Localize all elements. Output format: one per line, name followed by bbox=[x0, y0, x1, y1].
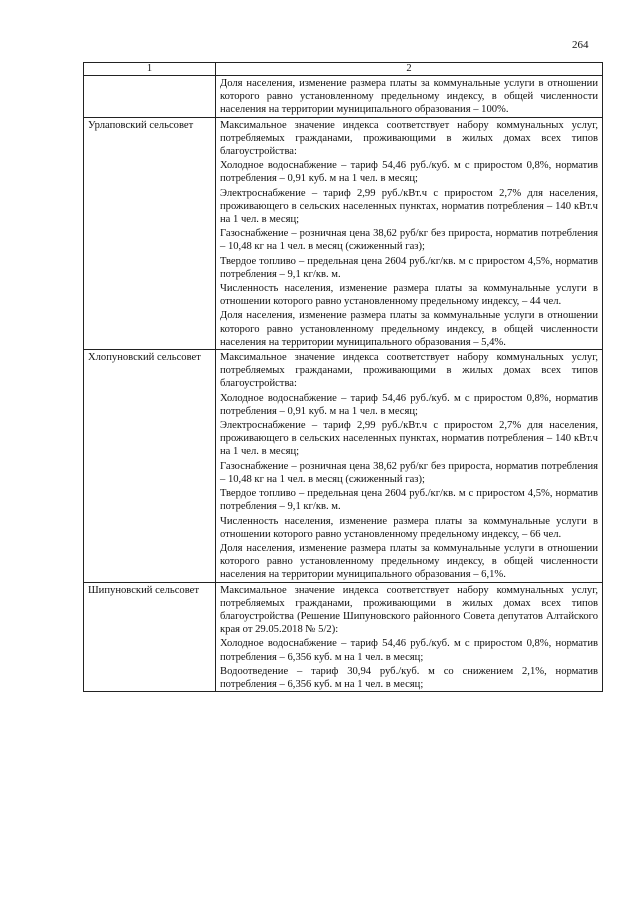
paragraph: Максимальное значение индекса соответствует набору коммунальных услуг, потребляемых гражданами, проживающими в жилых домах всех типов благоустройства: bbox=[220, 119, 598, 158]
paragraph: Максимальное значение индекса соответствует набору коммунальных услуг, потребляемых гражданами, проживающими в жилых домах всех типов благоустройства (Решение Шипуновского районного Совета депутатов Алтайского края от 29.05.2018 № 5/2): bbox=[220, 584, 598, 636]
paragraph: Холодное водоснабжение – тариф 54,46 руб./куб. м с приростом 0,8%, норматив потребления – 0,91 куб. м на 1 чел. в месяц; bbox=[220, 160, 598, 185]
municipality-name: Хлопуновский сельсовет bbox=[84, 350, 216, 582]
paragraph: Электроснабжение – тариф 2,99 руб./кВт.ч с приростом 2,7% для населения, проживающего в сельских населенных пунктах, норматив потребления – 140 кВт.ч на 1 чел. в месяц; bbox=[220, 187, 598, 226]
paragraph: Холодное водоснабжение – тариф 54,46 руб./куб. м с приростом 0,8%, норматив потребления – 6,356 куб. м на 1 чел. в месяц; bbox=[220, 638, 598, 663]
table-header-row bbox=[84, 63, 603, 76]
paragraph: Твердое топливо – предельная цена 2604 руб./кг/кв. м с приростом 4,5%, норматив потребления – 9,1 кг/кв. м. bbox=[220, 488, 598, 513]
paragraph: Численность населения, изменение размера платы за коммунальные услуги в отношении которого равно установленному предельному индексу, – 66 чел. bbox=[220, 515, 598, 540]
paragraph: Максимальное значение индекса соответствует набору коммунальных услуг, потребляемых гражданами, проживающими в жилых домах всех типов благоустройства: bbox=[220, 352, 598, 390]
paragraph: Газоснабжение – розничная цена 38,62 руб/кг без прироста, норматив потребления – 10,48 кг на 1 чел. в месяц (сжиженный газ); bbox=[220, 460, 598, 485]
row-description bbox=[216, 350, 603, 582]
table-row bbox=[84, 582, 603, 692]
paragraph: Водоотведение – тариф 30,94 руб./куб. м со снижением 2,1%, норматив потребления – 6,356 куб. м на 1 чел. в месяц; bbox=[220, 665, 598, 690]
paragraph: Численность населения, изменение размера платы за коммунальные услуги в отношении которого равно установленному предельному индексу, – 44 чел. bbox=[220, 283, 598, 308]
column-header-1: 1 bbox=[84, 63, 216, 76]
municipality-name: Шипуновский сельсовет bbox=[84, 582, 216, 692]
municipality-name: Урлаповский сельсовет bbox=[84, 117, 216, 349]
municipality-name bbox=[84, 76, 216, 118]
column-header-2: 2 bbox=[216, 63, 603, 76]
paragraph: Доля населения, изменение размера платы за коммунальные услуги в отношении которого равно установленному предельному индексу, в общей численности населения на территории муниципального образования – 6,1%. bbox=[220, 542, 598, 581]
paragraph: Твердое топливо – предельная цена 2604 руб./кг/кв. м с приростом 4,5%, норматив потребления – 9,1 кг/кв. м. bbox=[220, 255, 598, 280]
paragraph: Газоснабжение – розничная цена 38,62 руб/кг без прироста, норматив потребления – 10,48 кг на 1 чел. в месяц (сжиженный газ); bbox=[220, 228, 598, 253]
table-row bbox=[84, 117, 603, 349]
row-description bbox=[216, 76, 603, 118]
paragraph: Доля населения, изменение размера платы за коммунальные услуги в отношении которого равно установленному предельному индексу, в общей численности населения на территории муниципального образования – 100%. bbox=[220, 78, 598, 116]
table-row bbox=[84, 76, 603, 118]
paragraph: Холодное водоснабжение – тариф 54,46 руб./куб. м с приростом 0,8%, норматив потребления – 0,91 куб. м на 1 чел. в месяц; bbox=[220, 392, 598, 417]
tariff-table bbox=[83, 62, 603, 692]
table-row bbox=[84, 350, 603, 582]
paragraph: Доля населения, изменение размера платы за коммунальные услуги в отношении которого равно установленному предельному индексу, в общей численности населения на территории муниципального образования – 5,4%. bbox=[220, 310, 598, 348]
row-description bbox=[216, 117, 603, 349]
page-number: 264 bbox=[572, 39, 589, 51]
paragraph: Электроснабжение – тариф 2,99 руб./кВт.ч с приростом 2,7% для населения, проживающего в сельских населенных пунктах, норматив потребления – 140 кВт.ч на 1 чел. в месяц; bbox=[220, 420, 598, 458]
row-description bbox=[216, 582, 603, 692]
